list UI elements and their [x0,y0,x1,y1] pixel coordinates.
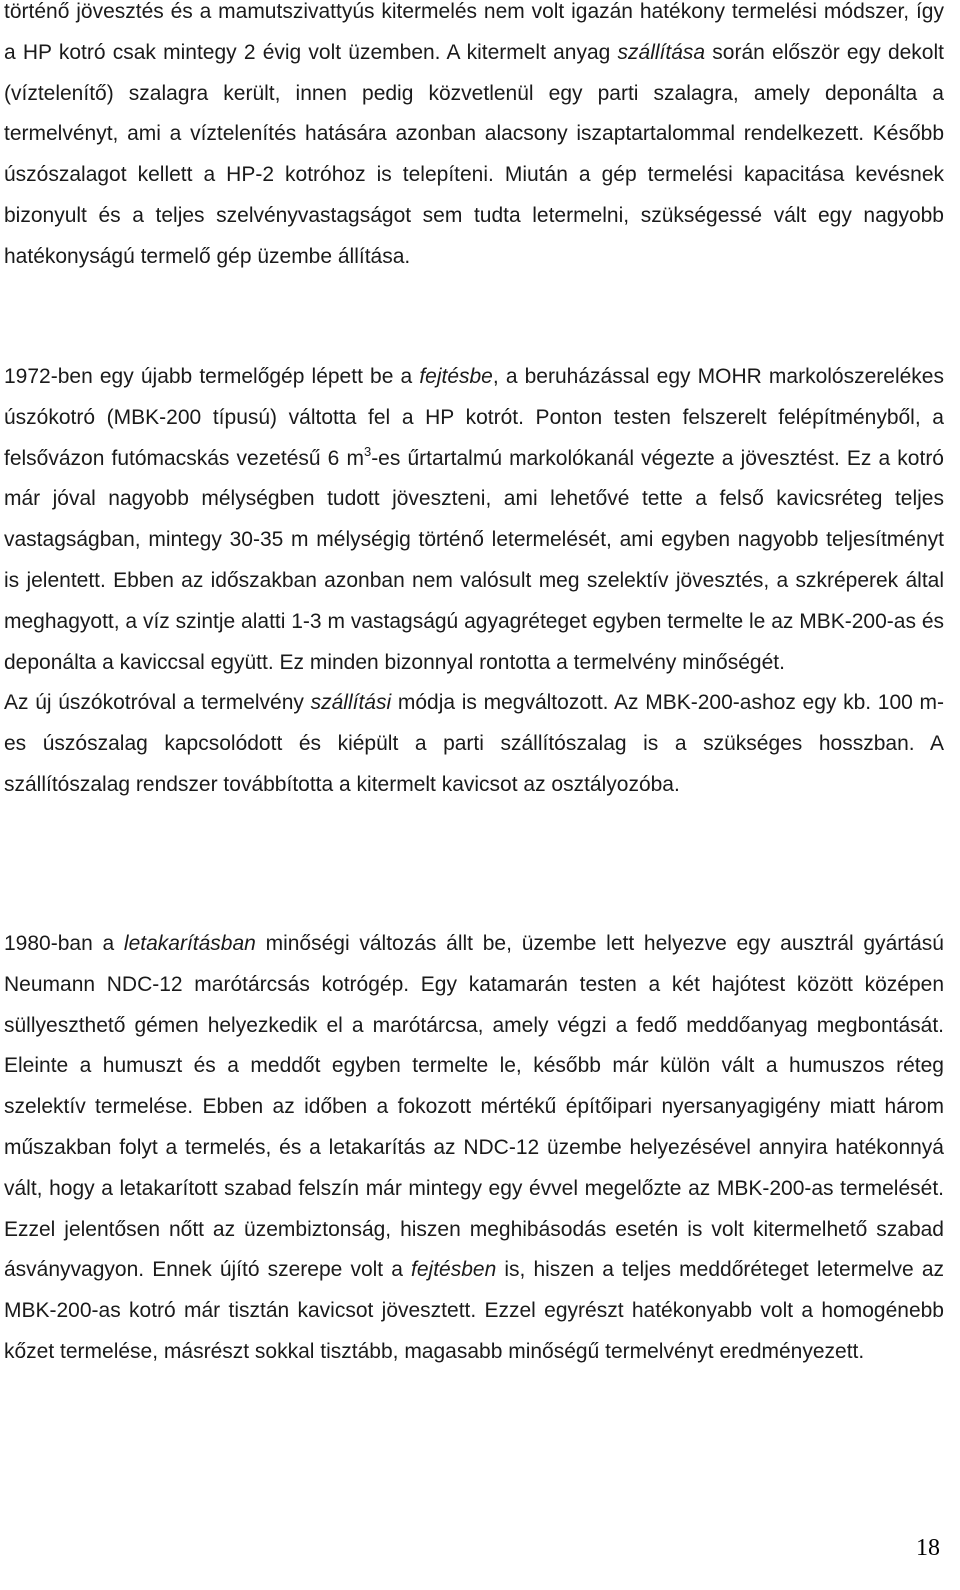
text-run: módja is megváltozott. Az MBK-200-ashoz egy kb. 100 m-es úszószalag kapcsolódott és kiépült a parti szállítószalag is a szükséges hosszban. A szállítószalag rendszer továbbította a kitermelt kavicsot az osztályozóba. [4,691,945,796]
italic-term-clearing: letakarításban [123,932,256,955]
italic-term-transport: szállítási [310,691,392,715]
text-run: , a beruházással egy MOHR markolószerelékes úszókotró (MBK-200 típusú) váltotta fel a HP kotrót. Ponton testen felszerelt felépítményből, a felsővázon futómacskás vezetésű 6 m [4,365,944,470]
page-number: 18 [916,1535,940,1561]
paragraph-1972 [4,357,944,806]
text-run: is, hiszen a teljes meddőréteget letermelve az MBK-200-as kotró már tisztán kavicsot jövesztett. Ezzel egyrészt hatékonyabb volt a homogénebb kőzet termelése, másrészt sokkal tisztább, magasabb minőségű termelvényt eredményezett. [4,1258,945,1363]
paragraph-hp-dredge [4,0,944,278]
paragraph-1980 [4,924,944,1373]
text-run: 1972-ben egy újabb termelőgép lépett be a [4,365,420,388]
text-run: Az új úszókotróval a termelvény [4,691,311,715]
italic-term-excavation: fejtésben [411,1258,497,1282]
text-run: során először egy dekolt (víztelenítő) szalagra került, innen pedig közvetlenül egy parti szalagra, amely deponálta a termelvényt, ami a víztelenítés hatására azonban alacsony iszaptartalommal rendelkezett. Később úszószalagot kellett a HP-2 kotróhoz is telepíteni. Miután a gép termelési kapacitása kevésnek bizonyult és a teljes szelvényvastagságot sem tudta letermelni, szükségessé vált egy nagyobb hatékonyságú termelő gép üzembe állítása. [4,40,944,268]
text-run: 1980-ban a [4,932,124,955]
italic-term-excavation: fejtésbe [419,365,493,388]
text-run: történő jövesztés és a mamutszivattyús kitermelés nem volt igazán hatékony termelési módszer, így a HP kotró csak mintegy 2 évig volt üzemben. A kitermelt anyag [4,0,944,64]
text-run: -es űrtartalmú markolókanál végezte a jövesztést. Ez a kotró már jóval nagyobb mélységben tudott jöveszteni, ami lehetővé tette a felső kavicsréteg teljes vastagságban, mintegy 30-35 m mélységig történő letermelését, ami egyben nagyobb teljesítményt is jelentett. Ebben az időszakban azonban nem valósult meg szelektív jövesztés, a szkréperek által meghagyott, a víz szintje alatti 1-3 m vastagságú agyagréteget egyben termelte le az MBK-200-as és deponálta a kaviccsal együtt. Ez minden bizonnyal rontotta a termelvény minőségét. [4,446,944,674]
superscript-cubic: 3 [363,443,372,459]
italic-term-transport: szállítása [617,40,706,64]
text-run: minőségi változás állt be, üzembe lett helyezve egy ausztrál gyártású Neumann NDC-12 marótárcsás kotrógép. Egy katamarán testen a két hajótest között középen süllyeszthető gémen helyezkedik el a marótárcsa, amely végzi a fedő meddőanyag megbontását. Eleinte a humuszt és a meddőt egyben termelte le, később már külön vált a humuszos réteg szelektív termelése. Ebben az időben a fokozott mértékű építőipari nyersanyagigény miatt három műszakban folyt a termelés, és a letakarítás az NDC-12 üzembe helyezésével annyira hatékonnyá vált, hogy a letakarított szabad felszín már mintegy egy évvel megelőzte az MBK-200-as termelését. Ezzel jelentősen nőtt az üzembiztonság, hiszen meghibásodás esetén is volt kitermelhető szabad ásványvagyon. Ennek újító szerepe volt a [4,932,944,1282]
